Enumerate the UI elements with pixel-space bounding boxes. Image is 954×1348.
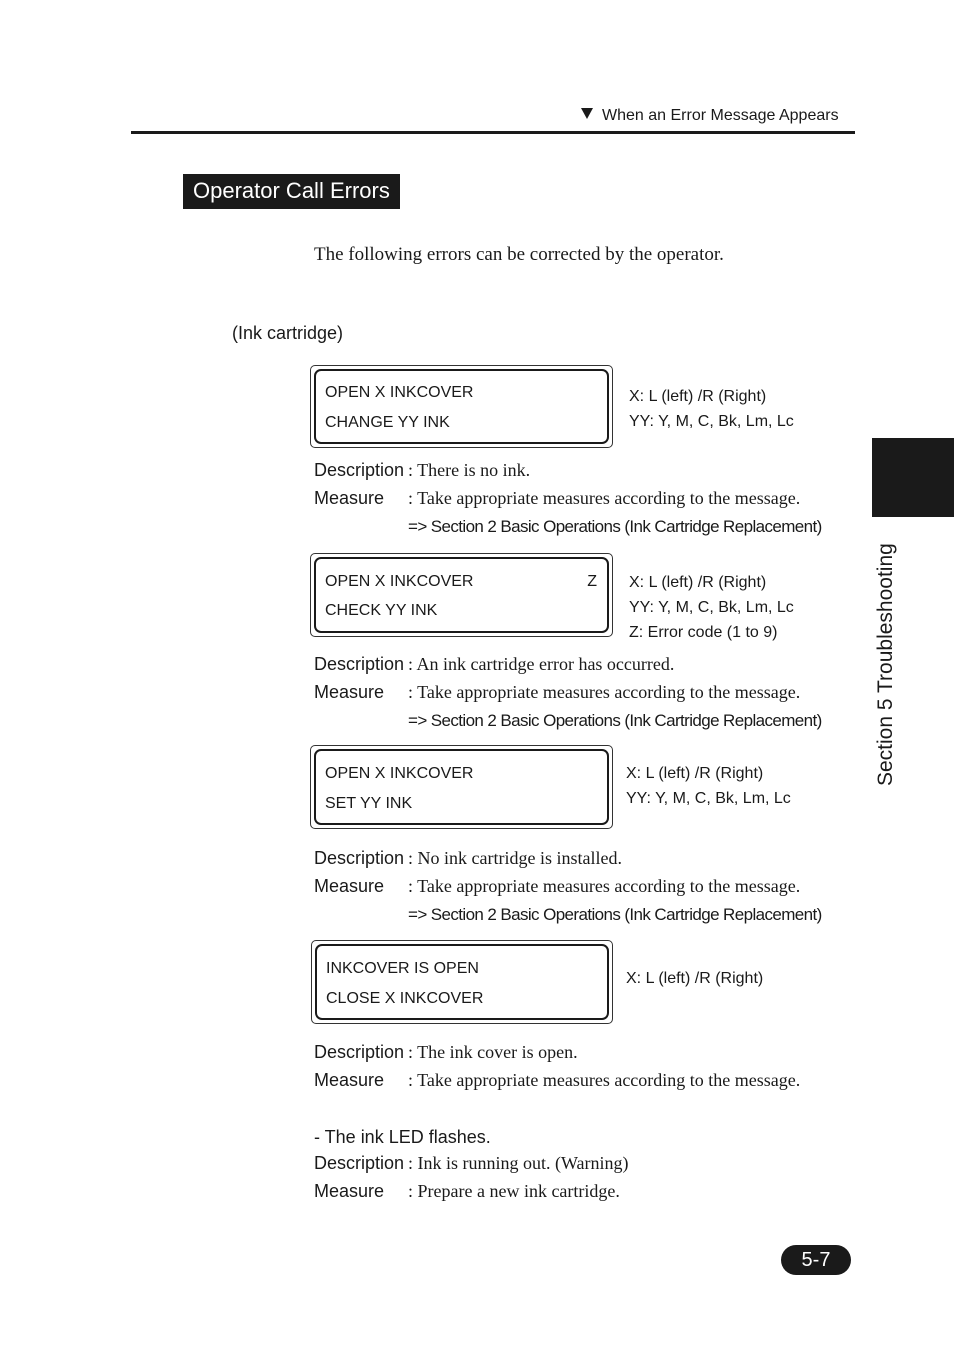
note-line: X: L (left) /R (Right)	[629, 388, 767, 405]
measure-text: : Prepare a new ink cartridge.	[408, 1181, 620, 1201]
lcd-line-1: OPEN X INKCOVER	[325, 765, 474, 782]
lcd-screen	[314, 557, 609, 633]
note-line: X: L (left) /R (Right)	[626, 970, 764, 987]
led-heading: - The ink LED flashes.	[314, 1127, 491, 1147]
description-label: Description	[314, 1042, 405, 1062]
lcd-display	[311, 940, 613, 1024]
error-info	[314, 1042, 800, 1098]
lcd-screen	[315, 944, 609, 1020]
lcd-error-code: Z	[587, 573, 597, 590]
lcd-line-1: OPEN X INKCOVER	[325, 384, 474, 401]
header-rule	[131, 131, 855, 134]
section-tab-label: Section 5 Troubleshooting	[874, 543, 897, 786]
lcd-line-1: OPEN X INKCOVER	[325, 573, 474, 590]
note-line: X: L (left) /R (Right)	[626, 765, 764, 782]
lcd-display	[310, 553, 613, 637]
description-text: : There is no ink.	[408, 460, 531, 480]
cross-reference: => Section 2 Basic Operations (Ink Cartridge Replacement)	[408, 517, 822, 536]
measure-text: : Take appropriate measures according to the message.	[408, 682, 801, 702]
led-info	[314, 1153, 629, 1209]
note-line: Z: Error code (1 to 9)	[629, 624, 778, 641]
display-notes	[629, 570, 794, 645]
measure-text: : Take appropriate measures according to the message.	[408, 876, 801, 896]
description-label: Description	[314, 1153, 405, 1173]
measure-label: Measure	[314, 1070, 385, 1090]
lcd-line-2: CHECK YY INK	[325, 602, 438, 619]
description-label: Description	[314, 460, 405, 480]
display-notes	[626, 761, 791, 811]
cross-reference: => Section 2 Basic Operations (Ink Cartridge Replacement)	[408, 905, 822, 924]
measure-label: Measure	[314, 876, 385, 896]
note-line: YY: Y, M, C, Bk, Lm, Lc	[629, 599, 794, 616]
display-notes	[626, 966, 763, 991]
intro-text: The following errors can be corrected by the operator.	[314, 244, 724, 265]
description-text: : An ink cartridge error has occurred.	[408, 654, 675, 674]
description-text: : The ink cover is open.	[408, 1042, 578, 1062]
page-number: 5-7	[781, 1245, 851, 1275]
lcd-line-2: CLOSE X INKCOVER	[326, 990, 484, 1007]
description-text: : Ink is running out. (Warning)	[408, 1153, 629, 1173]
measure-label: Measure	[314, 1181, 385, 1201]
measure-label: Measure	[314, 682, 385, 702]
measure-text: : Take appropriate measures according to the message.	[408, 1070, 801, 1090]
description-label: Description	[314, 654, 405, 674]
description-text: : No ink cartridge is installed.	[408, 848, 622, 868]
error-info	[314, 654, 800, 710]
description-label: Description	[314, 848, 405, 868]
running-header	[581, 107, 839, 125]
cross-reference: => Section 2 Basic Operations (Ink Cartridge Replacement)	[408, 711, 822, 730]
running-header-text: When an Error Message Appears	[602, 107, 839, 124]
lcd-line-2: CHANGE YY INK	[325, 414, 450, 431]
lcd-screen	[314, 749, 609, 825]
subheading: (Ink cartridge)	[232, 323, 344, 343]
page-title: Operator Call Errors	[183, 174, 400, 209]
lcd-display	[310, 365, 613, 448]
lcd-display	[310, 745, 613, 829]
triangle-down-icon	[581, 108, 593, 119]
lcd-screen	[314, 369, 609, 444]
display-notes	[629, 384, 794, 434]
note-line: X: L (left) /R (Right)	[629, 574, 767, 591]
error-info	[314, 460, 800, 516]
lcd-line-1: INKCOVER IS OPEN	[326, 960, 479, 977]
error-info	[314, 848, 800, 904]
measure-label: Measure	[314, 488, 385, 508]
lcd-line-2: SET YY INK	[325, 795, 413, 812]
measure-text: : Take appropriate measures according to the message.	[408, 488, 801, 508]
section-tab-marker	[872, 438, 954, 517]
note-line: YY: Y, M, C, Bk, Lm, Lc	[626, 790, 791, 807]
note-line: YY: Y, M, C, Bk, Lm, Lc	[629, 413, 794, 430]
